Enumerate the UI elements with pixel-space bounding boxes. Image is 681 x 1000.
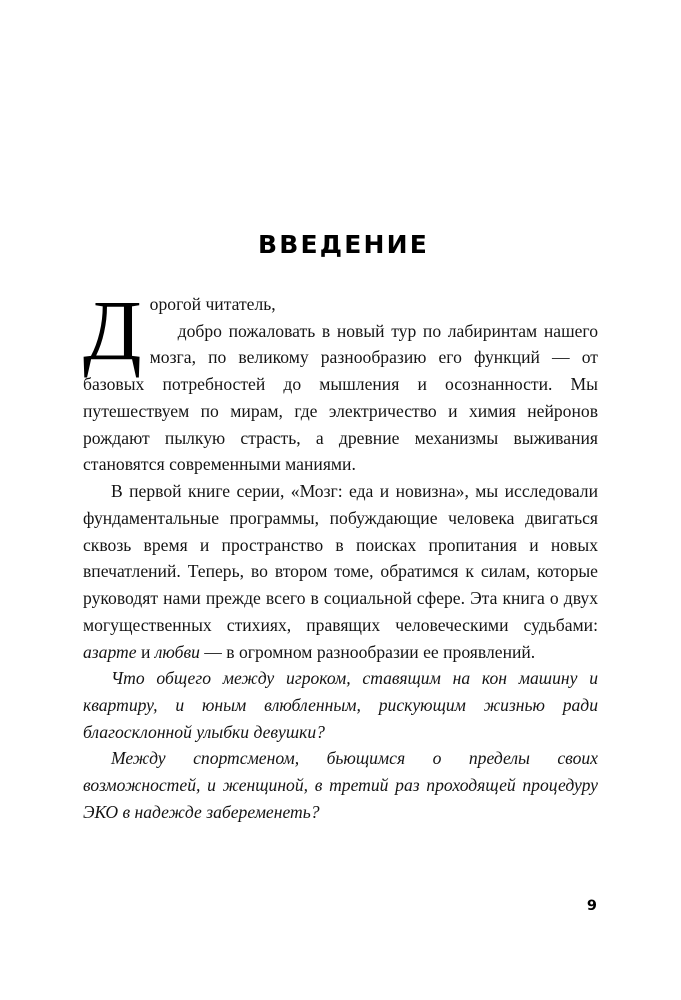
- page-title: ВВЕДЕНИЕ: [257, 230, 430, 259]
- paragraph-series: [83, 478, 598, 665]
- emphasis-azart: азарте: [83, 641, 137, 662]
- paragraph-question-one: Что общего между игроком, ставящим на кон машину и квартиру, и юным влюбленным, рискующим жизнью ради благосклонной улыбки девушки?: [83, 668, 598, 742]
- paragraph-opening: [83, 282, 598, 478]
- page-content: [83, 230, 598, 826]
- paragraph-series-lead: В первой книге серии, «Мозг: еда и новизна», мы исследовали фундаментальные программы, побуждающие человека двигаться сквозь время и пространство в поисках пропитания и новых впечатлений. Теперь, во втором томе, обратимся к силам, которые руководят нами прежде всего в социальной сфере. Эта книга о двух могущественных стихиях, правящих человеческими судьбами:: [83, 481, 598, 635]
- paragraph-series-tail: — в огромном разнообразии ее проявлений.: [199, 641, 536, 662]
- paragraph-question-two: Между спортсменом, бьющимся о пределы своих возможностей, и женщиной, в третий раз проходящей процедуру ЭКО в надежде забеременеть?: [83, 748, 598, 822]
- page-number: 9: [586, 898, 597, 914]
- paragraph-series-conjunction: и: [136, 641, 155, 662]
- paragraph-welcome-text: добро пожаловать в новый тур по лабиринтам нашего мозга, по великому разнообразию его функций — от базовых потребностей до мышления и осознанности. Мы путешествуем по мирам, где электричество и химия нейронов рождают пылкую страсть, а древние механизмы выживания становятся современными маниями.: [83, 320, 598, 475]
- drop-cap: Д: [83, 282, 142, 378]
- paragraph-opening-text: орогой читатель,: [149, 294, 276, 314]
- emphasis-lyubvi: любви: [154, 641, 200, 662]
- body-text: [83, 282, 598, 826]
